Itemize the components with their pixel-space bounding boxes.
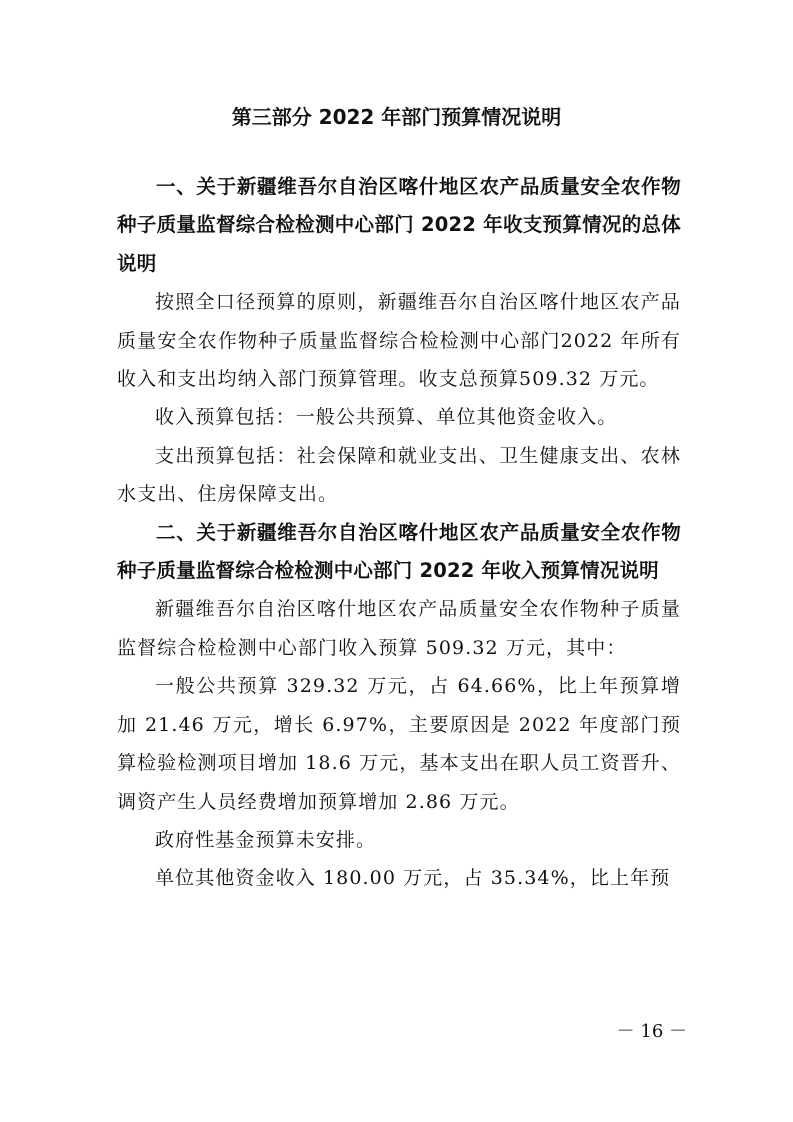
- section-2-paragraph-2: 一般公共预算 329.32 万元，占 64.66%，比上年预算增加 21.46 万元，增长 6.97%，主要原因是 2022 年度部门预算检验检测项目增加 18.6 万元，基本支出在职人员工资晋升、调资产生人员经费增加预算增加 2.86 万元。: [117, 675, 681, 813]
- section-1-paragraph-3: 支出预算包括：社会保障和就业支出、卫生健康支出、农林水支出、住房保障支出。: [117, 444, 681, 506]
- section-1-paragraph-2: 收入预算包括：一般公共预算、单位其他资金收入。: [155, 406, 618, 429]
- section-1-heading: 一、关于新疆维吾尔自治区喀什地区农产品质量安全农作物种子质量监督综合检检测中心部门 2022 年收支预算情况的总体说明: [117, 175, 681, 275]
- page-title: 第三部分 2022 年部门预算情况说明: [231, 105, 562, 129]
- section-2-paragraph-4: 单位其他资金收入 180.00 万元，占 35.34%，比上年预: [155, 867, 671, 890]
- section-2-heading: 二、关于新疆维吾尔自治区喀什地区农产品质量安全农作物种子质量监督综合检检测中心部门 2022 年收入预算情况说明: [117, 520, 681, 583]
- section-1-paragraph-1: 按照全口径预算的原则，新疆维吾尔自治区喀什地区农产品质量安全农作物种子质量监督综合检检测中心部门2022 年所有收入和支出均纳入部门预算管理。收支总预算509.32 万元。: [117, 291, 681, 391]
- section-2-paragraph-3: 政府性基金预算未安排。: [155, 828, 377, 851]
- document-body: [117, 168, 681, 898]
- page-number: － 16 －: [616, 1021, 687, 1042]
- section-2-paragraph-1: 新疆维吾尔自治区喀什地区农产品质量安全农作物种子质量监督综合检检测中心部门收入预算 509.32 万元，其中：: [117, 598, 681, 659]
